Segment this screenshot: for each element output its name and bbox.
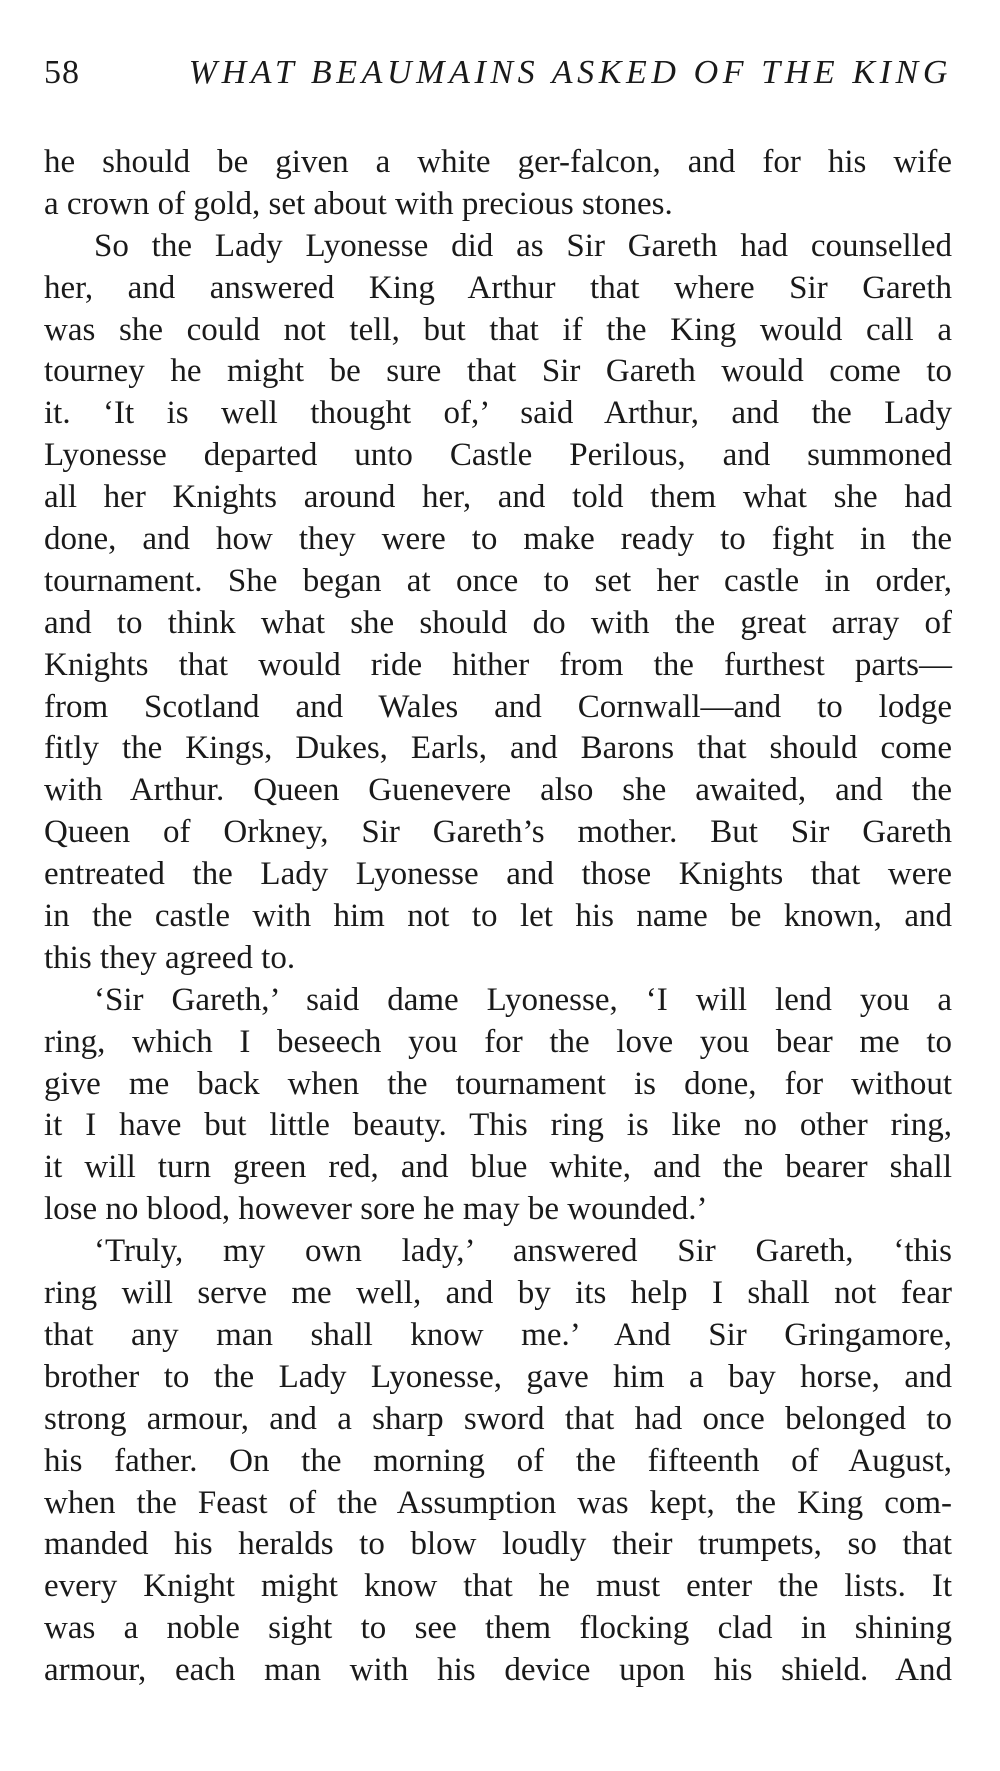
text-line: armour, each man with his device upon his shield. And	[44, 1652, 952, 1689]
text-line: Lyonesse departed unto Castle Perilous, and summoned	[44, 437, 952, 474]
text-line: all her Knights around her, and told them what she had	[44, 479, 952, 516]
text-line: fitly the Kings, Dukes, Earls, and Barons that should come	[44, 730, 952, 767]
text-line: and to think what she should do with the great array of	[44, 604, 952, 641]
text-line: it will turn green red, and blue white, and the bearer shall	[44, 1149, 952, 1186]
text-line: that any man shall know me.’ And Sir Gringamore,	[44, 1316, 952, 1353]
text-line: done, and how they were to make ready to fight in the	[44, 521, 952, 558]
running-head	[44, 52, 952, 94]
text-line: her, and answered King Arthur that where Sir Gareth	[44, 269, 952, 306]
text-line: was she could not tell, but that if the King would call a	[44, 311, 952, 348]
text-line: strong armour, and a sharp sword that had once belonged to	[44, 1400, 952, 1437]
text-line: tournament. She began at once to set her castle in order,	[44, 562, 952, 599]
text-line: ring will serve me well, and by its help I shall not fear	[44, 1275, 952, 1312]
text-line: ‘Sir Gareth,’ said dame Lyonesse, ‘I will lend you a	[94, 981, 952, 1018]
text-line: tourney he might be sure that Sir Gareth would come to	[44, 353, 952, 390]
text-line: it I have but little beauty. This ring is like no other ring,	[44, 1107, 952, 1144]
text-line: it. ‘It is well thought of,’ said Arthur, and the Lady	[44, 395, 952, 432]
text-line: he should be given a white ger-falcon, and for his wife	[44, 144, 952, 180]
text-line: Knights that would ride hither from the furthest parts—	[44, 646, 952, 683]
paragraph-3	[44, 980, 952, 1231]
book-page	[44, 52, 952, 1692]
paragraph-4	[44, 1231, 952, 1692]
page-number: 58	[44, 54, 80, 91]
text-line: So the Lady Lyonesse did as Sir Gareth had counselled	[94, 227, 952, 264]
text-line: every Knight might know that he must enter the lists. It	[44, 1568, 952, 1605]
text-line: a crown of gold, set about with precious stones.	[44, 185, 673, 222]
text-line: this they agreed to.	[44, 939, 296, 976]
text-line: lose no blood, however sore he may be wounded.’	[44, 1191, 708, 1228]
text-line: with Arthur. Queen Guenevere also she awaited, and the	[44, 772, 952, 809]
text-line: manded his heralds to blow loudly their trumpets, so that	[44, 1526, 952, 1563]
text-line: ‘Truly, my own lady,’ answered Sir Gareth, ‘this	[94, 1233, 952, 1270]
text-line: when the Feast of the Assumption was kept, the King com-	[44, 1484, 952, 1521]
text-line: his father. On the morning of the fifteenth of August,	[44, 1442, 952, 1479]
text-line: Queen of Orkney, Sir Gareth’s mother. But Sir Gareth	[44, 814, 952, 851]
text-line: ring, which I beseech you for the love you bear me to	[44, 1023, 952, 1060]
text-line: entreated the Lady Lyonesse and those Knights that were	[44, 856, 952, 893]
paragraph-2	[44, 226, 952, 980]
text-line: brother to the Lady Lyonesse, gave him a bay horse, and	[44, 1358, 952, 1395]
body-text	[44, 142, 952, 1692]
text-line: from Scotland and Wales and Cornwall—and to lodge	[44, 688, 952, 725]
text-line: was a noble sight to see them flocking clad in shining	[44, 1610, 952, 1647]
text-line: in the castle with him not to let his name be known, and	[44, 898, 952, 935]
text-line: give me back when the tournament is done, for without	[44, 1065, 952, 1102]
running-title: WHAT BEAUMAINS ASKED OF THE KING	[188, 54, 952, 91]
paragraph-1	[44, 142, 952, 226]
